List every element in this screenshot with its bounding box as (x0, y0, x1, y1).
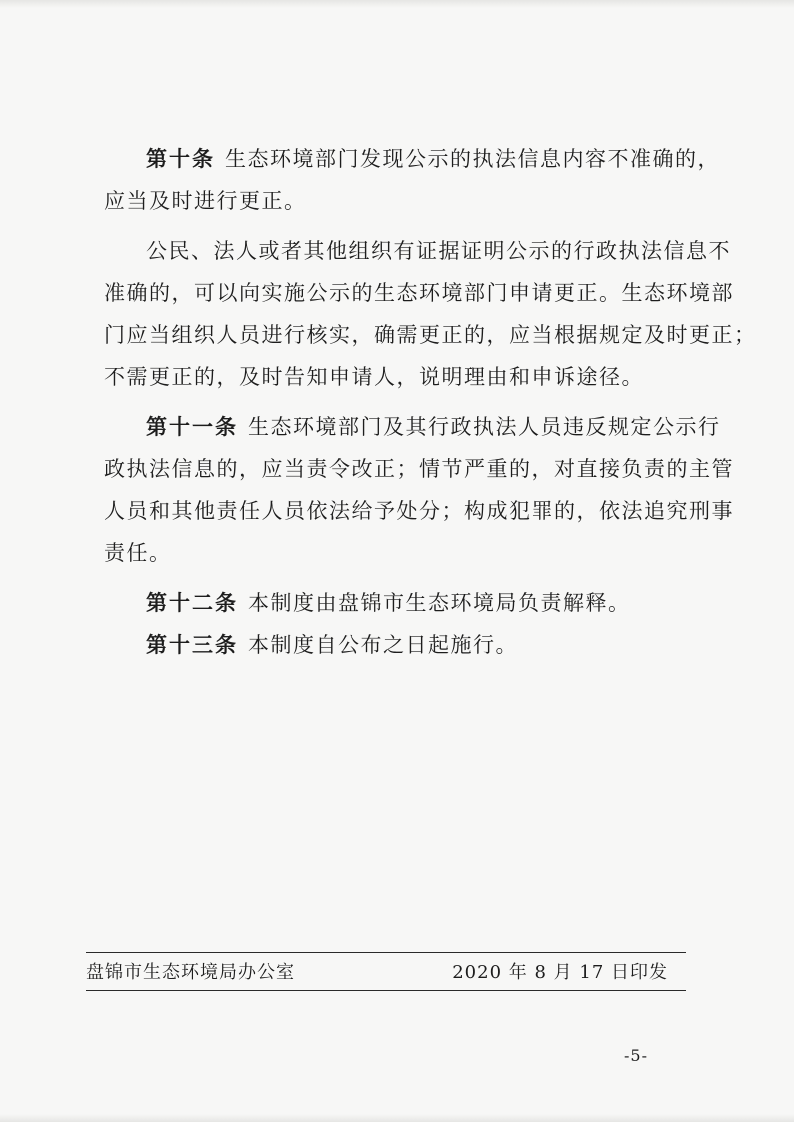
article-13-text: 本制度自公布之日起施行。 (248, 633, 518, 657)
document-body (104, 138, 757, 666)
article-13-line (104, 624, 704, 666)
article-11-heading: 第十一条 (146, 415, 238, 439)
paragraph-2-line-4: 不需更正的，及时告知申请人，说明理由和申诉途径。 (104, 365, 644, 389)
paragraph-2-line-1: 公民、法人或者其他组织有证据证明公示的行政执法信息不 (146, 239, 731, 263)
article-12-heading: 第十二条 (146, 591, 238, 615)
article-10-line-1 (104, 138, 720, 180)
article-10-heading: 第十条 (146, 147, 215, 171)
paragraph-2-line-2: 准确的，可以向实施公示的生态环境部门申请更正。生态环境部 (104, 281, 734, 305)
article-12-line (104, 582, 704, 624)
issuing-office: 盘锦市生态环境局办公室 (86, 962, 295, 983)
article-11-line-3: 人员和其他责任人员依法给予处分；构成犯罪的，依法追究刑事 (104, 499, 734, 523)
scan-edge-bottom (0, 1114, 794, 1122)
issue-date: 2020 年 8 月 17 日印发 (452, 962, 668, 983)
article-13-heading: 第十三条 (146, 633, 238, 657)
paragraph-2-line-3: 门应当组织人员进行核实，确需更正的，应当根据规定及时更正； (104, 323, 757, 347)
page-number: -5- (624, 1046, 648, 1065)
article-12-text: 本制度由盘锦市生态环境局负责解释。 (248, 591, 631, 615)
colophon-top-rule (86, 952, 686, 953)
article-11-line-1 (104, 406, 721, 448)
article-11-line-4: 责任。 (104, 541, 172, 565)
article-10-text: 生态环境部门发现公示的执法信息内容不准确的， (225, 147, 720, 171)
article-11-line-2: 政执法信息的，应当责令改正；情节严重的，对直接负责的主管 (104, 457, 734, 481)
colophon-bottom-rule (86, 990, 686, 991)
scan-edge-top (0, 0, 794, 8)
article-10-line-2: 应当及时进行更正。 (104, 189, 307, 213)
article-11-text: 生态环境部门及其行政执法人员违反规定公示行 (248, 415, 721, 439)
